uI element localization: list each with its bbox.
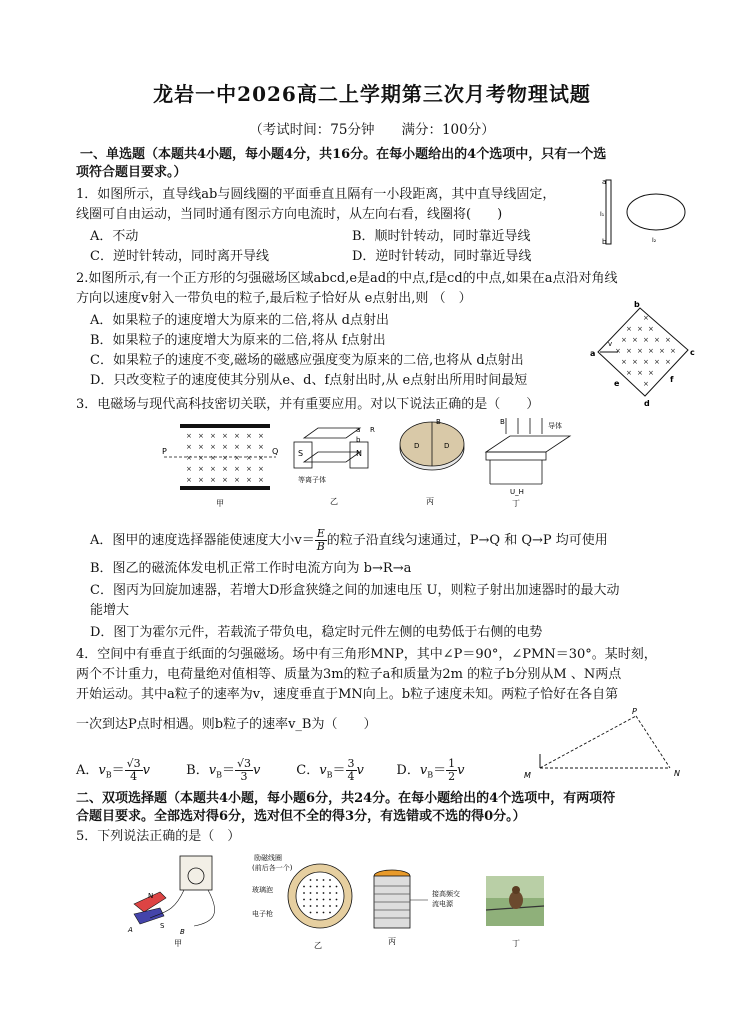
svg-text:v: v [608,340,613,348]
field-cross: × [258,476,264,484]
q3-option-c: C．图丙为回旋加速器，若增大D形盒狭缝之间的加速电压 U，则粒子射出加速器时的最大动 [90,583,620,598]
field-cross: × [632,336,638,344]
field-cross: × [186,476,192,484]
svg-text:D: D [414,442,420,450]
svg-text:B: B [180,928,185,936]
field-cross: × [246,465,252,473]
svg-text:P: P [162,447,167,456]
field-cross: × [234,443,240,451]
svg-text:丁: 丁 [512,499,520,508]
q4-option-b: B．$v_B=$ $\frac{√3}{3}$ v [186,757,261,783]
field-cross: × [258,454,264,462]
field-dot [336,886,338,888]
field-dot [323,892,325,894]
field-dot [303,899,305,901]
q3-fig-ding [476,414,586,510]
field-dot [323,912,325,914]
q5-fig-jia [124,852,234,948]
svg-text:A: A [128,926,133,934]
q2-stem: 2.如图所示,有一个正方形的匀强磁场区域abcd,e是ad的中点,f是cd的中点,如果在a点沿对角线 [76,271,618,286]
svg-text:接高频交: 接高频交 [432,890,460,898]
q5-fig-ding [486,876,556,952]
svg-text:电子枪: 电子枪 [252,910,273,918]
q4-figure [520,708,690,784]
field-cross: × [659,347,665,355]
field-dot [303,886,305,888]
svg-text:a: a [590,349,596,358]
field-dot [336,899,338,901]
q1-option-d: D．逆时针转动，同时靠近导线 [352,249,532,264]
svg-text:c: c [690,348,695,357]
q3-fig-jia [160,420,280,510]
field-cross: × [234,476,240,484]
svg-text:B: B [436,418,441,426]
field-cross: × [198,432,204,440]
q2-option-d: D．只改变粒子的速度使其分别从e、d、f点射出时,从 e点射出所用时间最短 [90,373,528,388]
field-dot [329,892,331,894]
field-dot [329,912,331,914]
field-cross: × [186,454,192,462]
svg-text:b: b [634,300,640,309]
field-cross: × [654,358,660,366]
field-cross: × [643,358,649,366]
svg-text:b: b [602,238,607,246]
field-dot [310,905,312,907]
field-cross: × [258,465,264,473]
q5-fig-yi [248,852,358,952]
field-cross: × [234,465,240,473]
field-dot [310,892,312,894]
field-dot [336,905,338,907]
q1-figure [600,176,700,250]
field-cross: × [665,358,671,366]
section2-heading-cont: 合题目要求。全部选对得6分，选对但不全的得3分，有选错或不选的得0分。） [76,809,526,824]
field-dot [310,886,312,888]
svg-text:N: N [356,449,362,458]
q1-stem-cont: 线圈可自由运动，当同时通有图示方向电流时，从左向右看，线圈将( ) [76,207,503,222]
svg-text:D: D [444,442,450,450]
field-dot [310,879,312,881]
field-cross: × [222,454,228,462]
svg-text:Q: Q [272,447,279,456]
field-cross: × [210,443,216,451]
q2-option-c: C．如果粒子的速度不变,磁场的磁感应强度变为原来的二倍,也将从 d点射出 [90,353,524,368]
svg-text:S: S [298,449,304,458]
field-dot [316,879,318,881]
svg-text:(前后各一个): (前后各一个) [252,864,293,872]
svg-text:乙: 乙 [314,941,322,950]
field-cross: × [210,476,216,484]
svg-text:a: a [356,426,361,434]
svg-text:导体: 导体 [548,422,562,430]
field-dot [316,899,318,901]
field-cross: × [637,369,643,377]
q3-option-c-cont: 能增大 [90,603,130,618]
field-dot [323,886,325,888]
field-cross: × [246,443,252,451]
q3-fig-yi [290,420,390,510]
svg-text:等离子体: 等离子体 [298,476,326,484]
field-cross: × [210,454,216,462]
q2-option-b: B．如果粒子的速度增大为原来的二倍,将从 f点射出 [90,333,386,348]
field-cross: × [637,347,643,355]
field-cross: × [210,465,216,473]
section2-heading: 二、双项选择题（本题共4小题，每小题6分，共24分。在每小题给出的4个选项中，有两项符 [76,791,616,806]
exam-info: （考试时间：75分钟 满分：100分） [249,122,495,138]
field-cross: × [258,432,264,440]
svg-text:丙: 丙 [388,937,396,946]
field-dot [303,892,305,894]
svg-text:S: S [160,922,165,930]
field-cross: × [626,347,632,355]
q4-stem-2: 两个不计重力，电荷量绝对值相等、质量为3m的粒子a和质量为2m 的粒子b分别从M 、N两点 [76,667,622,682]
svg-text:N: N [148,892,154,900]
field-dot [329,886,331,888]
field-cross: × [246,454,252,462]
svg-text:丁: 丁 [512,939,520,948]
q3-option-d: D．图丁为霍尔元件，若载流子带负电，稳定时元件左侧的电势低于右侧的电势 [90,625,543,640]
field-cross: × [648,369,654,377]
q3-option-b: B．图乙的磁流体发电机正常工作时电流方向为 b→R→a [90,561,412,576]
svg-text:P: P [632,707,637,716]
field-cross: × [621,336,627,344]
q2-figure [590,300,700,408]
field-cross: × [665,336,671,344]
field-cross: × [654,336,660,344]
q4-stem-4: 一次到达P点时相遇。则b粒子的速率v_B为（ ） [76,717,377,732]
q1-option-b: B．顺时针转动，同时靠近导线 [352,229,531,244]
q4-option-c: C．$v_B=$ $\frac{3}{4}$ v [296,757,364,783]
svg-text:R: R [370,426,375,434]
svg-text:乙: 乙 [330,497,338,506]
field-cross: × [670,347,676,355]
field-cross: × [246,432,252,440]
field-cross: × [626,369,632,377]
field-cross: × [246,476,252,484]
q4-option-d: D．$v_B=$ $\frac{1}{2}$ v [396,757,465,783]
field-dot [329,905,331,907]
field-cross: × [210,432,216,440]
field-cross: × [198,465,204,473]
svg-text:励磁线圈: 励磁线圈 [254,854,282,862]
svg-text:e: e [614,379,620,388]
svg-text:N: N [674,769,680,778]
q5-fig-bing [366,862,476,950]
field-cross: × [637,325,643,333]
field-dot [316,912,318,914]
q4-option-a: A．$v_B=$ $\frac{√3}{4}$ v [76,757,151,783]
field-dot [329,899,331,901]
q3-stem: 3．电磁场与现代高科技密切关联，并有重要应用。对以下说法正确的是（ ） [76,397,540,412]
field-dot [310,912,312,914]
field-dot [329,879,331,881]
field-cross: × [198,443,204,451]
field-dot [316,905,318,907]
svg-text:甲: 甲 [174,939,182,948]
field-dot [316,886,318,888]
field-cross: × [198,454,204,462]
field-dot [336,892,338,894]
field-cross: × [186,443,192,451]
field-cross: × [198,476,204,484]
field-cross: × [621,358,627,366]
field-cross: × [186,432,192,440]
field-cross: × [643,336,649,344]
svg-text:I₁: I₁ [600,211,605,218]
page-title: 龙岩一中2026高二上学期第三次月考物理试题 [153,82,591,106]
field-dot [303,905,305,907]
svg-text:f: f [670,375,674,384]
svg-text:玻璃泡: 玻璃泡 [252,886,273,894]
q5-stem: 5．下列说法正确的是（ ） [76,829,241,844]
field-dot [316,892,318,894]
field-cross: × [643,380,649,388]
q1-option-c: C．逆时针转动，同时离开导线 [90,249,269,264]
svg-text:M: M [524,771,531,780]
field-cross: × [222,443,228,451]
svg-text:B: B [500,418,505,426]
field-dot [323,899,325,901]
field-cross: × [222,465,228,473]
svg-text:丙: 丙 [426,497,434,506]
field-cross: × [222,432,228,440]
q3-option-a: A．图甲的速度选择器能使速度大小v＝ $\frac{E}{B}$ 的粒子沿直线匀速通过，P→Q 和 Q→P 均可使用 [90,527,608,553]
field-cross: × [258,443,264,451]
field-cross: × [615,347,621,355]
q2-stem-cont: 方向以速度v射入一带负电的粒子,最后粒子恰好从 e点射出,则 （ ） [76,291,472,306]
svg-text:流电源: 流电源 [432,900,453,908]
field-dot [323,879,325,881]
field-cross: × [648,325,654,333]
field-dot [310,899,312,901]
field-cross: × [234,454,240,462]
svg-text:I₂: I₂ [652,237,657,244]
field-dot [323,905,325,907]
field-cross: × [222,476,228,484]
svg-text:d: d [644,399,650,408]
section1-heading-cont: 项符合题目要求。） [76,165,187,180]
svg-text:U_H: U_H [510,488,524,496]
field-cross: × [632,358,638,366]
q3-fig-bing [392,414,472,510]
field-cross: × [643,314,649,322]
q4-stem-3: 开始运动。其中a粒子的速率为v，速度垂直于MN向上。b粒子速度未知。两粒子恰好在各自第 [76,687,619,702]
q4-options [76,758,516,785]
q4-stem: 4．空间中有垂直于纸面的匀强磁场。场中有三角形MNP，其中∠P＝90°，∠PMN＝30°。某时刻， [76,647,657,662]
field-cross: × [234,432,240,440]
q2-option-a: A．如果粒子的速度增大为原来的二倍,将从 d点射出 [90,313,389,328]
field-cross: × [648,347,654,355]
svg-text:a: a [602,178,607,186]
section1-heading: 一、单选题（本题共4小题，每小题4分，共16分。在每小题给出的4个选项中，只有一个选 [80,147,607,162]
svg-text:b: b [356,436,361,444]
svg-text:甲: 甲 [216,499,224,508]
field-cross: × [626,325,632,333]
q1-stem: 1．如图所示，直导线ab与圆线圈的平面垂直且隔有一小段距离，其中直导线固定， [76,187,556,202]
field-cross: × [186,465,192,473]
q1-option-a: A．不动 [90,229,139,244]
